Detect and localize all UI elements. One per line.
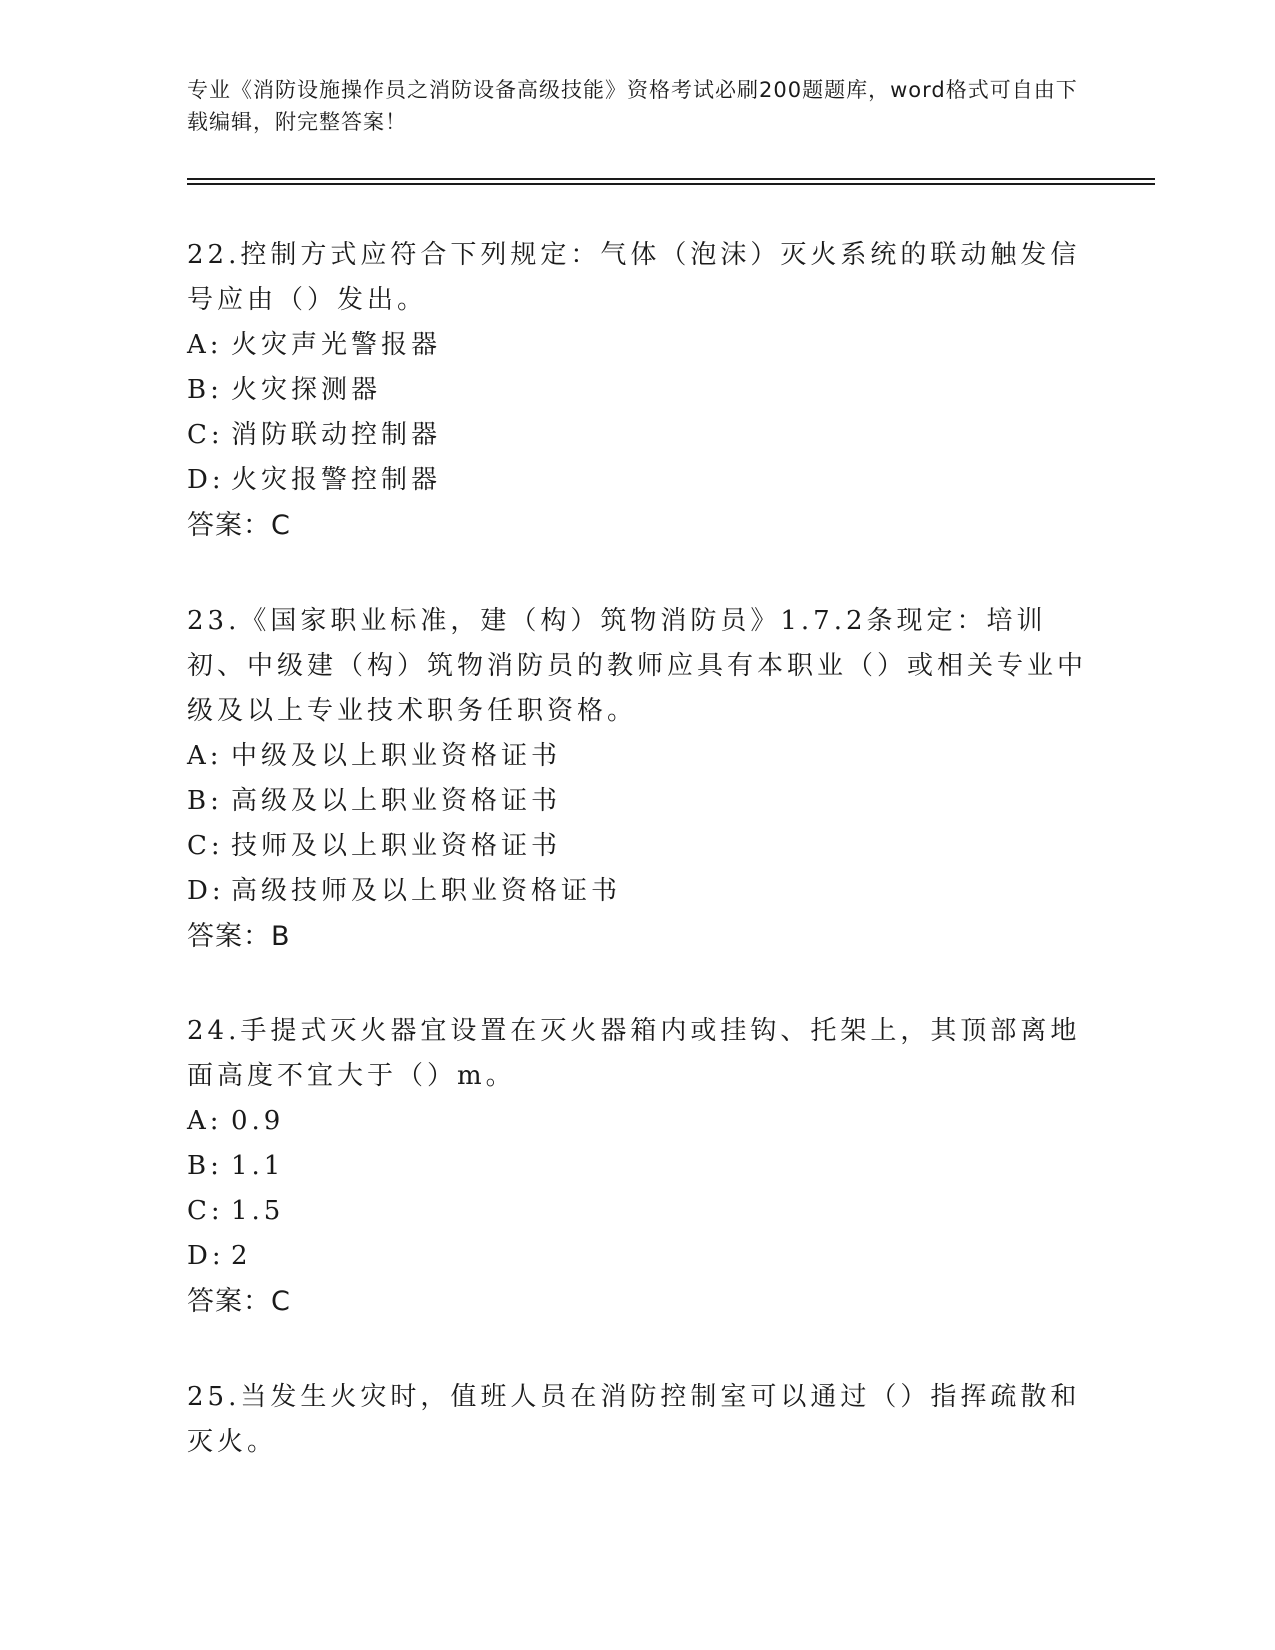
option-key: D:	[187, 876, 225, 906]
option-text: 火灾探测器	[231, 375, 382, 405]
header-rule-top	[187, 178, 1155, 180]
option-a	[187, 734, 1087, 779]
answer: 答案：B	[187, 921, 291, 952]
option-key: A:	[187, 1106, 223, 1136]
option-d	[187, 458, 1087, 503]
option-text: 技师及以上职业资格证书	[231, 831, 562, 861]
question-24	[187, 1009, 1087, 1324]
option-a	[187, 1099, 1087, 1144]
option-b	[187, 368, 1087, 413]
option-text: 火灾声光警报器	[231, 330, 442, 360]
question-stem: 23.《国家职业标准，建（构）筑物消防员》1.7.2条现定：培训初、中级建（构）筑物消防员的教师应具有本职业（）或相关专业中级及以上专业技术职务任职资格。	[187, 606, 1088, 726]
option-text: 火灾报警控制器	[231, 465, 442, 495]
question-23	[187, 599, 1087, 959]
option-key: B:	[187, 786, 223, 816]
option-key: A:	[187, 741, 223, 771]
option-d	[187, 869, 1087, 914]
option-c	[187, 824, 1087, 869]
option-key: D:	[187, 1241, 225, 1271]
question-stem: 24.手提式灭火器宜设置在灭火器箱内或挂钩、托架上，其顶部离地面高度不宜大于（）m。	[187, 1016, 1081, 1091]
question-stem: 22.控制方式应符合下列规定：气体（泡沫）灭火系统的联动触发信号应由（）发出。	[187, 240, 1081, 315]
option-key: C:	[187, 1196, 224, 1226]
option-text: 1.5	[231, 1196, 285, 1226]
option-text: 高级技师及以上职业资格证书	[231, 876, 622, 906]
option-key: B:	[187, 1151, 223, 1181]
option-text: 2	[231, 1241, 252, 1271]
answer: 答案：C	[187, 1286, 291, 1317]
option-d	[187, 1234, 1087, 1279]
option-c	[187, 1189, 1087, 1234]
option-text: 1.1	[231, 1151, 285, 1181]
option-key: A:	[187, 330, 223, 360]
header-rule-bottom	[187, 183, 1155, 185]
option-a	[187, 323, 1087, 368]
option-text: 消防联动控制器	[231, 420, 442, 450]
option-c	[187, 413, 1087, 458]
option-text: 高级及以上职业资格证书	[231, 786, 562, 816]
question-25	[187, 1375, 1087, 1465]
option-b	[187, 779, 1087, 824]
question-22	[187, 233, 1087, 548]
option-text: 中级及以上职业资格证书	[231, 741, 562, 771]
option-key: C:	[187, 420, 224, 450]
option-b	[187, 1144, 1087, 1189]
option-text: 0.9	[231, 1106, 285, 1136]
option-key: D:	[187, 465, 225, 495]
document-header: 专业《消防设施操作员之消防设备高级技能》资格考试必刷200题题库，word格式可自由下载编辑，附完整答案！	[187, 78, 1078, 134]
question-stem: 25.当发生火灾时，值班人员在消防控制室可以通过（）指挥疏散和灭火。	[187, 1382, 1081, 1457]
option-key: B:	[187, 375, 223, 405]
answer: 答案：C	[187, 510, 291, 541]
option-key: C:	[187, 831, 224, 861]
